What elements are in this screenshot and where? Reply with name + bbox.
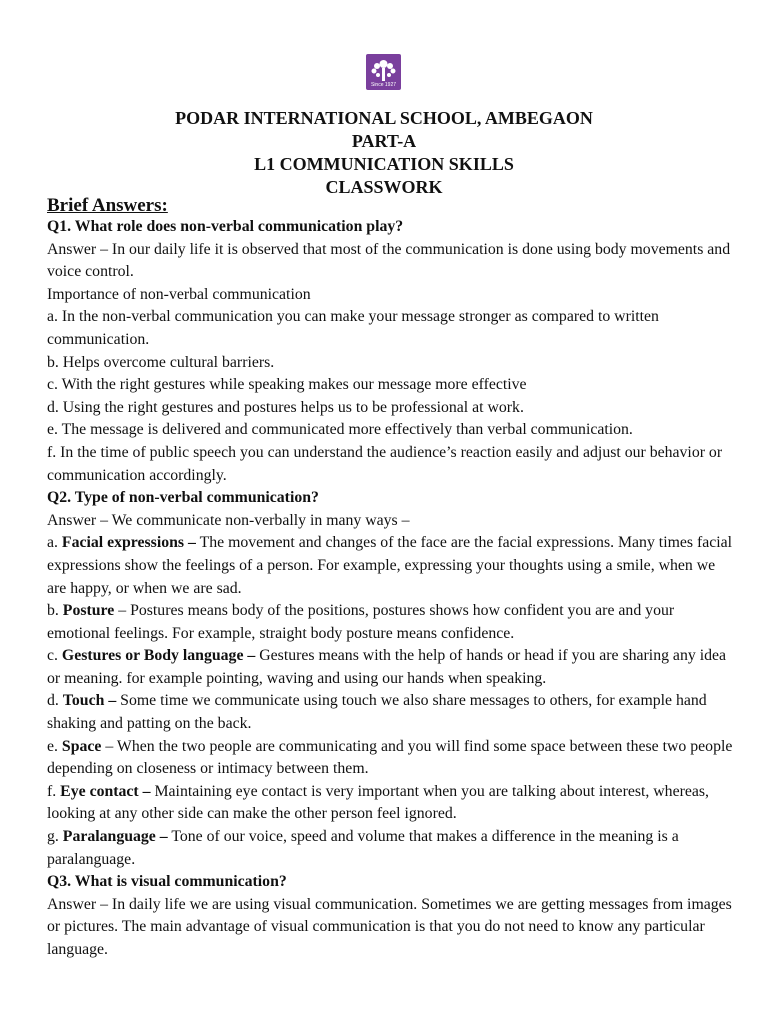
item-text: The movement and changes of the face are the facial expressions. Many times facial expressions show the feelings of a person. For example, expressing your thoughts using a smile, when we are happy, or when we are sad. xyxy=(47,534,733,597)
type-item-facial-expressions xyxy=(47,532,737,600)
item-text: Tone of our voice, speed and volume that makes a difference in the meaning is a paralanguage. xyxy=(47,828,679,868)
item-prefix: b. xyxy=(47,602,63,620)
item-term: Facial expressions – xyxy=(61,534,196,552)
question-3: Q3. What is visual communication? xyxy=(47,873,287,891)
item-prefix: d. xyxy=(47,692,63,710)
item-term: Space xyxy=(61,737,102,755)
item-prefix: a. xyxy=(47,534,62,552)
school-logo xyxy=(366,54,401,90)
document-header xyxy=(0,107,768,199)
section-title: Brief Answers: xyxy=(47,195,168,216)
item-prefix: c. xyxy=(47,647,62,665)
item-term: Gestures or Body language – xyxy=(61,647,256,665)
question-2: Q2. Type of non-verbal communication? xyxy=(47,489,319,507)
type-item-paralanguage xyxy=(47,826,737,871)
item-term: Posture xyxy=(62,602,115,620)
logo-caption: Since 1927 xyxy=(370,82,397,88)
answer-2: Answer – We communicate non-verbally in many ways – xyxy=(47,511,410,529)
question-1: Q1. What role does non-verbal communication play? xyxy=(47,218,404,235)
list-item: e. The message is delivered and communicated more effectively than verbal communication. xyxy=(47,421,633,439)
item-prefix: g. xyxy=(47,828,63,846)
type-item-space xyxy=(47,736,737,781)
item-term: Touch – xyxy=(62,692,117,710)
item-term: Eye contact – xyxy=(60,782,151,800)
list-item: f. In the time of public speech you can understand the audience’s reaction easily and adjust our behavior or communication accordingly. xyxy=(47,443,723,484)
importance-heading: Importance of non-verbal communication xyxy=(47,285,311,303)
list-item: c. With the right gestures while speaking makes our message more effective xyxy=(47,376,527,394)
list-item: b. Helps overcome cultural barriers. xyxy=(47,353,275,371)
part-label: PART-A xyxy=(351,131,417,151)
answer-3: Answer – In daily life we are using visual communication. Sometimes we are getting messages from images or pictures. The main advantage of visual communication is that you do not need to know any particular language. xyxy=(47,895,732,958)
item-prefix: f. xyxy=(47,782,61,800)
list-item: d. Using the right gestures and postures helps us to be professional at work. xyxy=(47,398,524,416)
answer-1: Answer – In our daily life it is observed that most of the communication is done using body movements and voice control. xyxy=(47,240,731,281)
item-text: Maintaining eye contact is very important when you are talking about interest, whereas, looking at any other side can make the other person feel ignored. xyxy=(47,782,709,823)
type-item-posture xyxy=(47,600,737,645)
type-item-gestures xyxy=(47,645,737,690)
type-item-eye-contact xyxy=(47,781,737,826)
subject-title: L1 COMMUNICATION SKILLS xyxy=(254,154,514,174)
item-prefix: e. xyxy=(47,737,62,755)
document-body xyxy=(47,216,737,962)
item-text: Gestures means with the help of hands or head if you are sharing any idea or meaning. for example pointing, waving and using our hands when speaking. xyxy=(47,647,727,687)
item-text: Some time we communicate using touch we also share messages to others, for example hand shaking and patting on the back. xyxy=(47,692,707,733)
list-item: a. In the non-verbal communication you can make your message stronger as compared to written communication. xyxy=(47,308,659,348)
type-item-touch xyxy=(47,690,737,735)
work-type: CLASSWORK xyxy=(325,177,443,197)
item-text: – When the two people are communicating and you will find some space between these two people depending on closeness or intimacy between them. xyxy=(47,737,733,778)
item-text: – Postures means body of the positions, postures shows how confident you are and your emotional feelings. For example, straight body posture means confidence. xyxy=(47,602,675,642)
school-name: PODAR INTERNATIONAL SCHOOL, AMBEGAON xyxy=(175,108,593,128)
item-term: Paralanguage – xyxy=(62,828,168,846)
